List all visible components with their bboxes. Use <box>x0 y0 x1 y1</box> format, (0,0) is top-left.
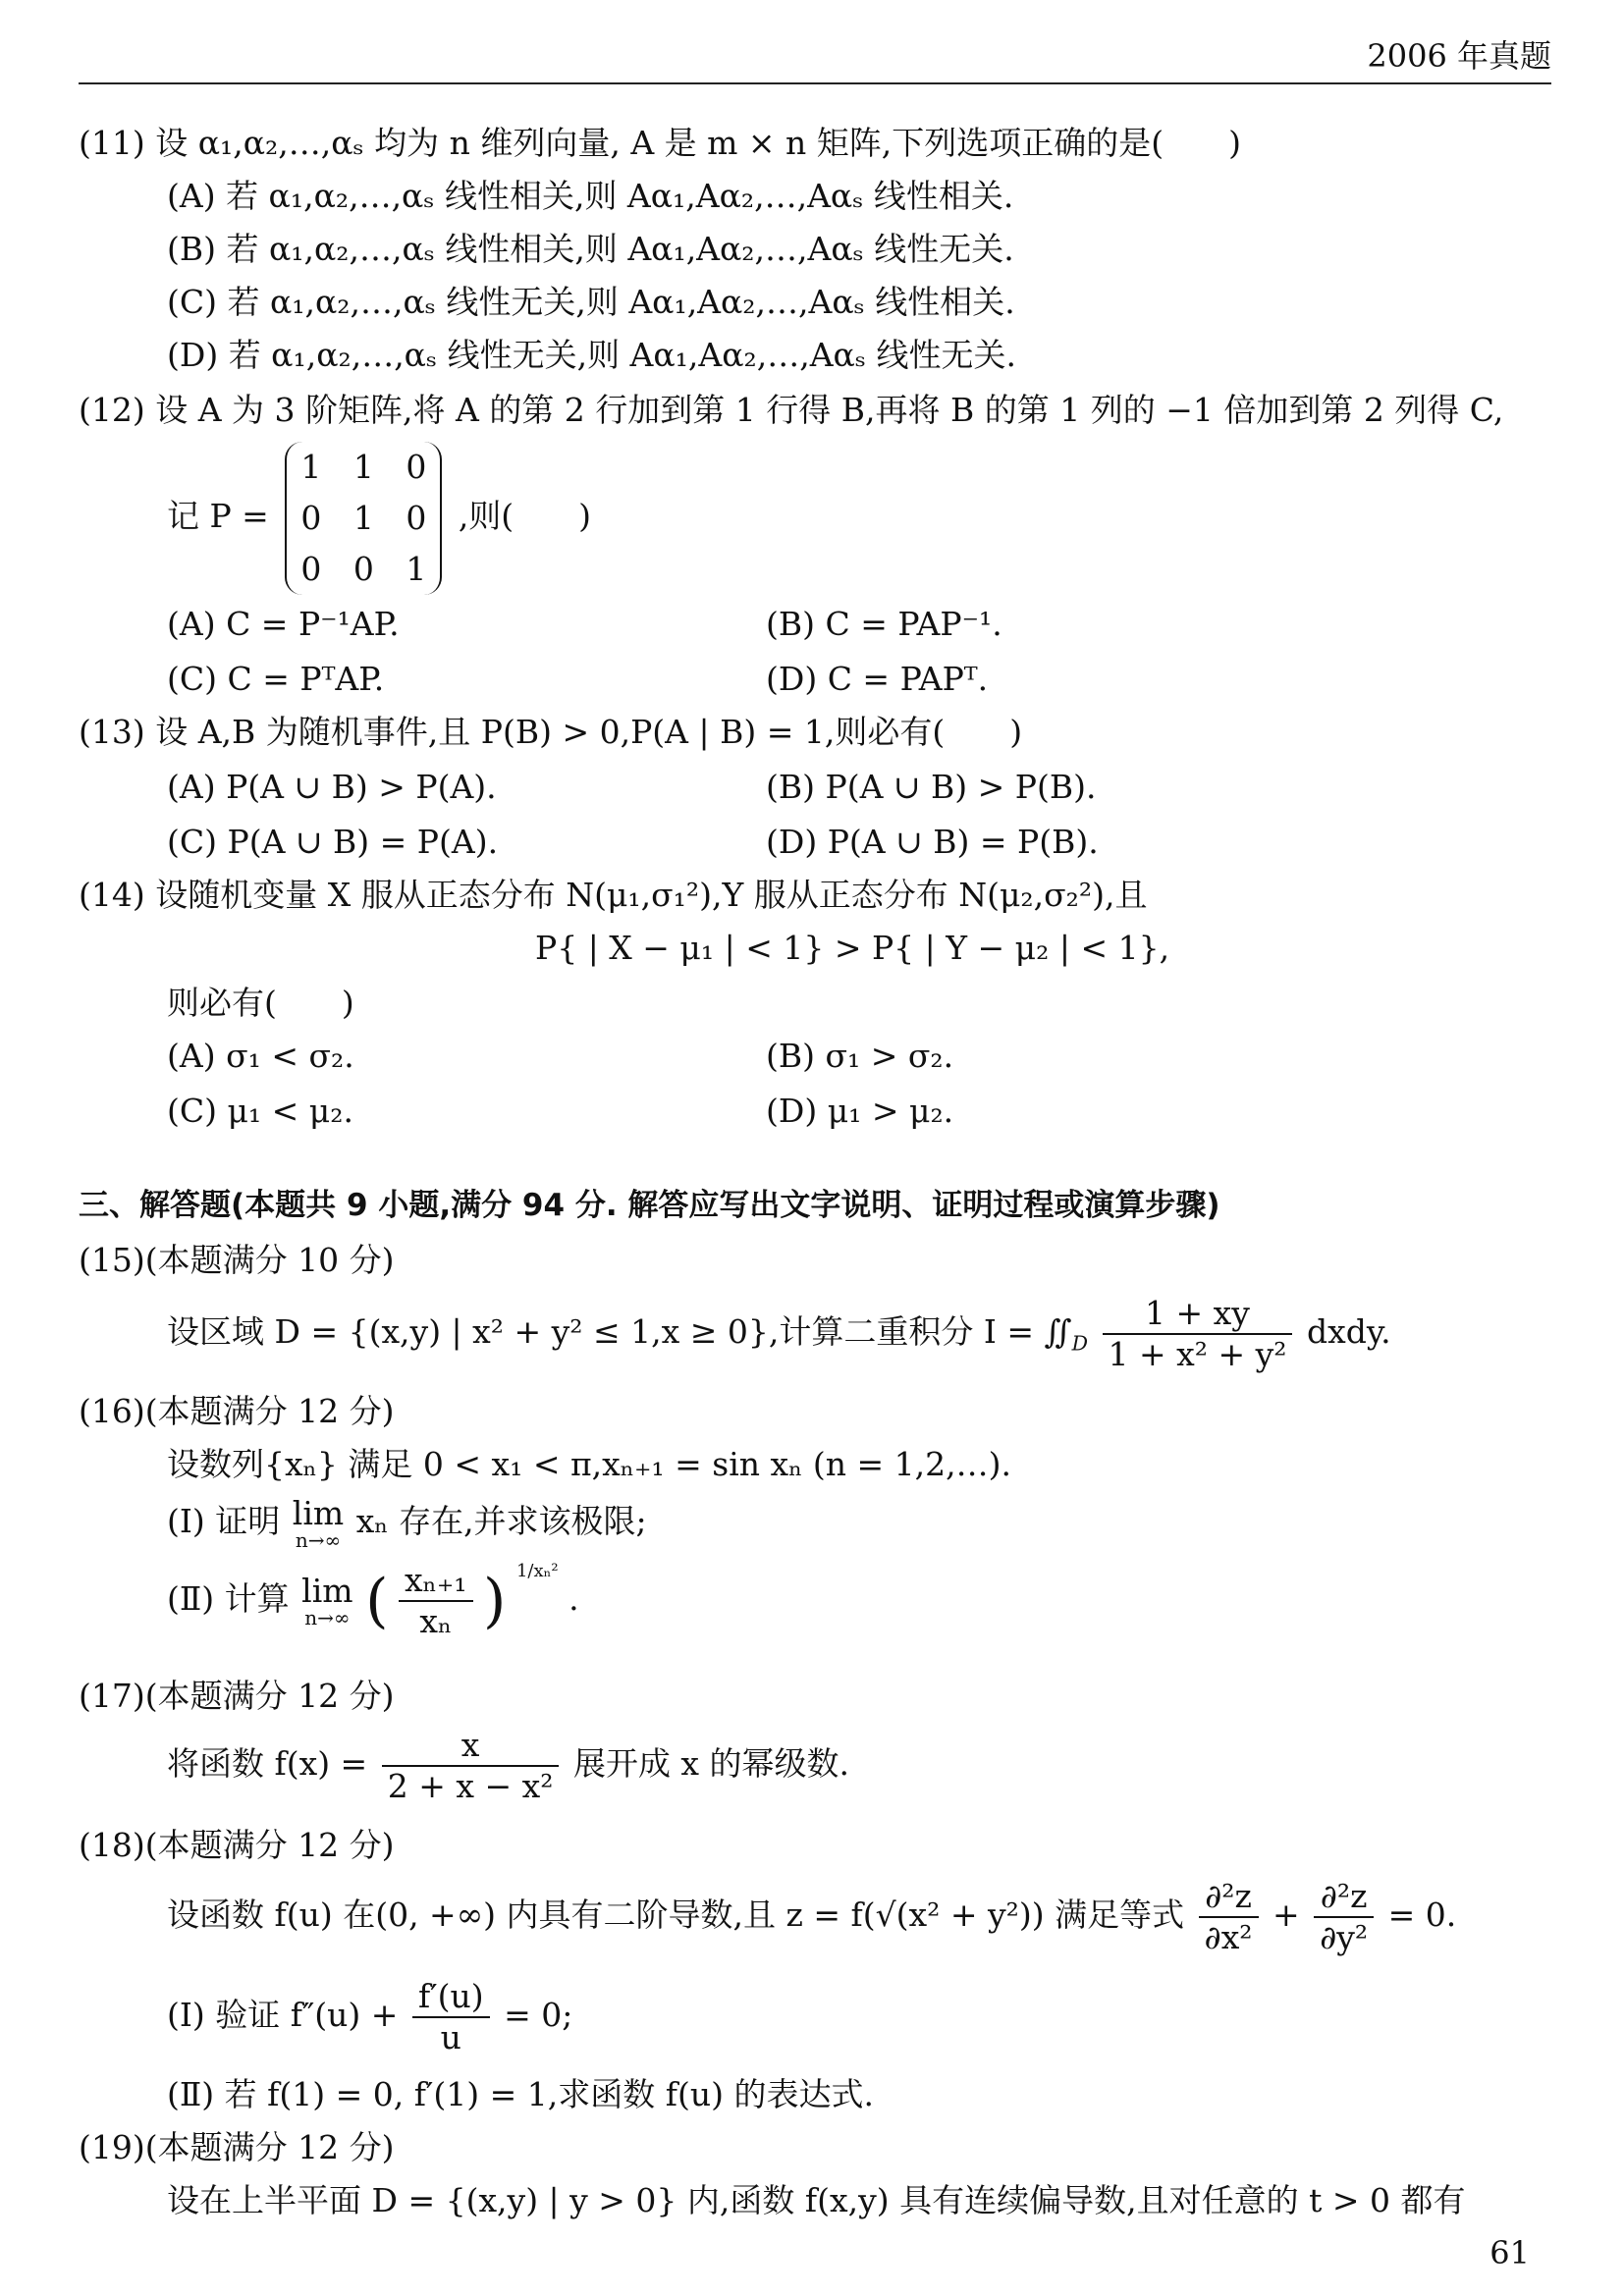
q18-p1num: f′(u) <box>412 1977 490 2018</box>
lim-label: lim <box>301 1572 353 1610</box>
header-title: 2006 年真题 <box>1367 37 1551 75</box>
q16-p1b: xₙ 存在,并求该极限; <box>355 1502 647 1540</box>
q14-option-b: (B) σ₁ > σ₂. <box>766 1037 954 1075</box>
q18-n1: ∂²z <box>1199 1877 1259 1918</box>
q18-p1a: (Ⅰ) 验证 f″(u) + <box>167 1996 399 2034</box>
matrix-row: 0 1 0 <box>300 499 427 537</box>
q14-option-d: (D) μ₁ > μ₂. <box>766 1092 954 1130</box>
matrix-row: 0 0 1 <box>300 550 427 588</box>
q15-integral-domain: D <box>1071 1331 1088 1356</box>
q15-numerator: 1 + xy <box>1103 1294 1293 1335</box>
q16-p2b: . <box>568 1579 579 1618</box>
q13-stem: (13) 设 A,B 为随机事件,且 P(B) > 0,P(A | B) = 1,则必有( ) <box>79 713 1023 751</box>
q16-head: (16)(本题满分 12 分) <box>79 1392 395 1430</box>
q18-n2: ∂²z <box>1314 1877 1374 1918</box>
q16-text: 设数列{xₙ} 满足 0 < x₁ < π,xₙ₊₁ = sin xₙ (n = 1,2,…). <box>167 1445 1011 1483</box>
q14-formula: P{ | X − μ₁ | < 1} > P{ | Y − μ₂ | < 1}, <box>535 929 1170 967</box>
q18-d2: ∂y² <box>1320 1918 1369 1956</box>
q18-p1den: u <box>440 2018 461 2056</box>
q13-option-c: (C) P(A ∪ B) = P(A). <box>167 823 499 861</box>
lim-label: lim <box>292 1494 345 1532</box>
q19-text: 设在上半平面 D = {(x,y) | y > 0} 内,函数 f(x,y) 具有连续偏导数,且对任意的 t > 0 都有 <box>167 2181 1466 2219</box>
q11-option-a: (A) 若 α₁,α₂,…,αₛ 线性相关,则 Aα₁,Aα₂,…,Aαₛ 线性相关. <box>167 177 1014 215</box>
q18-p1b: = 0; <box>504 1996 573 2034</box>
q14-stem: (14) 设随机变量 X 服从正态分布 N(μ₁,σ₁²),Y 服从正态分布 N(μ₂,σ₂²),且 <box>79 876 1148 914</box>
lim-sub: n→∞ <box>295 1528 342 1552</box>
q16-exponent: 1/xₙ² <box>515 1561 559 1581</box>
q15-text: 设区域 D = {(x,y) | x² + y² ≤ 1,x ≥ 0},计算二重积分 I = ∬ <box>167 1312 1072 1351</box>
q13-option-b: (B) P(A ∪ B) > P(B). <box>766 768 1097 806</box>
q15-head: (15)(本题满分 10 分) <box>79 1241 395 1279</box>
q11-option-d: (D) 若 α₁,α₂,…,αₛ 线性无关,则 Aα₁,Aα₂,…,Aαₛ 线性无关. <box>167 336 1016 374</box>
q18-d2y <box>1314 1877 1374 1957</box>
q17-numerator: x <box>382 1726 560 1767</box>
q11-stem: (11) 设 α₁,α₂,…,αₛ 均为 n 维列向量, A 是 m × n 矩阵,下列选项正确的是( ) <box>79 124 1242 162</box>
q12-matrix-line <box>167 442 591 595</box>
q16-limit <box>292 1494 345 1552</box>
q13-option-a: (A) P(A ∪ B) > P(A). <box>167 768 497 806</box>
q16-p1a: (Ⅰ) 证明 <box>167 1502 281 1540</box>
q16-ratio <box>399 1561 473 1641</box>
page-header <box>79 27 1551 84</box>
matrix-p <box>285 442 442 595</box>
q19-head: (19)(本题满分 12 分) <box>79 2128 395 2166</box>
q15-tail: dxdy. <box>1306 1312 1391 1351</box>
q18-part1 <box>167 1977 572 2057</box>
matrix-row: 1 1 0 <box>300 448 427 486</box>
section-heading: 三、解答题(本题共 9 小题,满分 94 分. 解答应写出文字说明、证明过程或演算步骤) <box>79 1188 1220 1223</box>
q13-option-d: (D) P(A ∪ B) = P(B). <box>766 823 1099 861</box>
right-paren: ) <box>483 1567 507 1635</box>
q14-option-a: (A) σ₁ < σ₂. <box>167 1037 354 1075</box>
left-paren: ( <box>365 1567 389 1635</box>
q17-body <box>167 1726 849 1806</box>
q18-part2: (Ⅱ) 若 f(1) = 0, f′(1) = 1,求函数 f(u) 的表达式. <box>167 2075 874 2113</box>
q18-p1-fraction <box>412 1977 490 2057</box>
q18-body <box>167 1877 1456 1957</box>
q15-denominator: 1 + x² + y² <box>1108 1335 1287 1373</box>
lim-sub: n→∞ <box>304 1606 351 1629</box>
q11-option-b: (B) 若 α₁,α₂,…,αₛ 线性相关,则 Aα₁,Aα₂,…,Aαₛ 线性无关. <box>167 230 1014 268</box>
q17-pre: 将函数 f(x) = <box>167 1744 368 1783</box>
q17-head: (17)(本题满分 12 分) <box>79 1677 395 1715</box>
q12-option-b: (B) C = PAP⁻¹. <box>766 605 1002 643</box>
q15-fraction <box>1103 1294 1293 1374</box>
q14-option-c: (C) μ₁ < μ₂. <box>167 1092 353 1130</box>
q14-then: 则必有( ) <box>167 984 354 1022</box>
q12-pre: 记 P = <box>167 497 269 535</box>
q17-fraction <box>382 1726 560 1806</box>
q12-option-d: (D) C = PAPᵀ. <box>766 660 989 698</box>
q18-d2x <box>1199 1877 1259 1957</box>
q18-plus: + <box>1272 1896 1300 1934</box>
q11-option-c: (C) 若 α₁,α₂,…,αₛ 线性无关,则 Aα₁,Aα₂,…,Aαₛ 线性相关. <box>167 283 1015 321</box>
q12-post: ,则( ) <box>458 497 592 535</box>
q12-option-c: (C) C = PᵀAP. <box>167 660 385 698</box>
q16-limit2 <box>301 1572 353 1629</box>
q12-stem: (12) 设 A 为 3 阶矩阵,将 A 的第 2 行加到第 1 行得 B,再将 B 的第 1 列的 −1 倍加到第 2 列得 C, <box>79 391 1504 429</box>
q18-d1: ∂x² <box>1204 1918 1253 1956</box>
q15-body <box>167 1294 1391 1374</box>
q16-p2a: (Ⅱ) 计算 <box>167 1579 290 1618</box>
q17-denominator: 2 + x − x² <box>387 1767 554 1805</box>
q16-part2 <box>167 1561 579 1641</box>
q16-part1 <box>167 1496 647 1550</box>
q16-ratio-num: xₙ₊₁ <box>399 1561 473 1602</box>
q16-ratio-den: xₙ <box>419 1602 453 1640</box>
q12-option-a: (A) C = P⁻¹AP. <box>167 605 400 643</box>
q18-eq: = 0. <box>1387 1896 1457 1934</box>
q18-head: (18)(本题满分 12 分) <box>79 1826 395 1864</box>
q17-post: 展开成 x 的幂级数. <box>572 1744 850 1783</box>
q18-text: 设函数 f(u) 在(0, +∞) 内具有二阶导数,且 z = f(√(x² + y²)) 满足等式 <box>167 1896 1185 1934</box>
page-number: 61 <box>1489 2234 1530 2271</box>
